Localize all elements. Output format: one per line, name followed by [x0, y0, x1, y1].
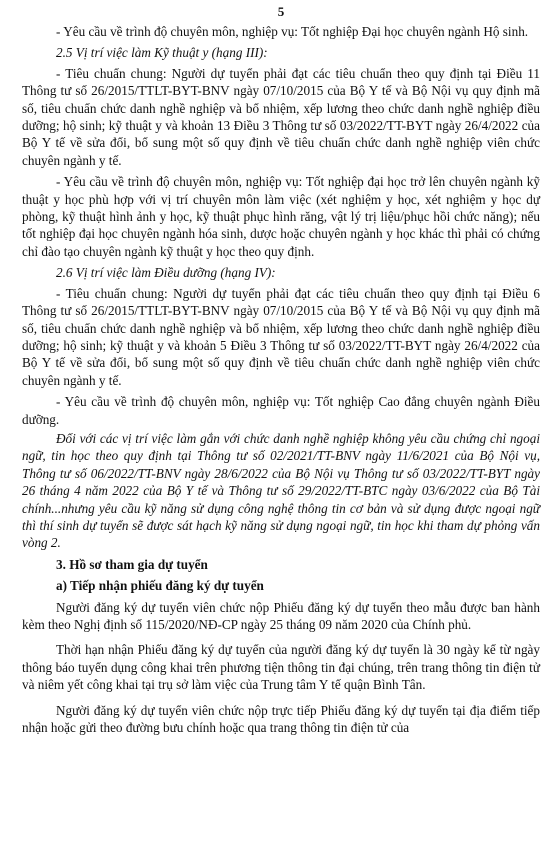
paragraph-medical-technician-qualification: - Yêu cầu về trình độ chuyên môn, nghiệp vụ: Tốt nghiệp đại học trở lên chuyên ngành kỹ thuật y học phù hợp với vị trí chuyên môn làm việc (xét nghiệm y học, xét nghiệm y học dự phòng, kỹ thuật hình ảnh y học, kỹ thuật phục hình răng, vật lý trị liệu/phục hồi chức năng); nếu tốt nghiệp đại học chuyên ngành hóa sinh, dược hoặc chuyên ngành y học khác thì phải có chứng chỉ đào tạo chuyên ngành kỹ thuật y học theo quy định.	[22, 174, 540, 259]
section-heading-2-6: 2.6 Vị trí việc làm Điều dưỡng (hạng IV):	[56, 265, 276, 281]
section-heading-3: 3. Hồ sơ tham gia dự tuyển	[56, 556, 208, 572]
paragraph-registration-form: Người đăng ký dự tuyển viên chức nộp Phiếu đăng ký dự tuyển theo mẫu được ban hành kèm theo Nghị định số 115/2020/NĐ-CP ngày 25 tháng 09 năm 2020 của Chính phủ.	[22, 599, 540, 632]
paragraph-nurse-qualification: - Yêu cầu về trình độ chuyên môn, nghiệp vụ: Tốt nghiệp Cao đẳng chuyên ngành Điều dưỡng.	[22, 394, 540, 427]
paragraph-medical-technician-general-standard: - Tiêu chuẩn chung: Người dự tuyển phải đạt các tiêu chuẩn theo quy định tại Điều 11 Thông tư số 26/2015/TTLT-BYT-BNV ngày 07/10/2015 của Bộ Y tế và Bộ Nội vụ quy định mã số, tiêu chuẩn chức danh nghề nghiệp và bổ nhiệm, xếp lương theo chức danh nghề nghiệp điều dưỡng; hộ sinh; kỹ thuật y và khoản 13 Điều 3 Thông tư số 03/2022/TT-BYT ngày 26/4/2022 của Bộ Y tế về sửa đổi, bổ sung một số quy định về tiêu chuẩn chức danh nghề nghiệp viên chức chuyên ngành y tế.	[22, 65, 540, 168]
paragraph-registration-deadline: Thời hạn nhận Phiếu đăng ký dự tuyển của người đăng ký dự tuyển là 30 ngày kể từ ngày thông báo tuyển dụng công khai trên phương tiện thông tin đại chúng, trên trang thông tin điện tử và niêm yết công khai tại trụ sở làm việc của Trung tâm Y tế quận Bình Tân.	[22, 642, 540, 693]
paragraph-midwife-qualification: - Yêu cầu về trình độ chuyên môn, nghiệp vụ: Tốt nghiệp Đại học chuyên ngành Hộ sinh.	[56, 24, 529, 39]
section-heading-2-5: 2.5 Vị trí việc làm Kỹ thuật y (hạng III):	[56, 45, 268, 61]
page-number: 5	[277, 4, 285, 19]
paragraph-nurse-general-standard: - Tiêu chuẩn chung: Người dự tuyển phải đạt các tiêu chuẩn theo quy định tại Điều 6 Thông tư số 26/2015/TTLT-BYT-BNV ngày 07/10/2015 của Bộ Y tế và Bộ Nội vụ quy định mã số, tiêu chuẩn chức danh nghề nghiệp và bổ nhiệm, xếp lương theo chức danh nghề nghiệp điều dưỡng; hộ sinh; kỹ thuật y và khoản 5 Điều 3 Thông tư số 03/2022/TT-BYT ngày 26/4/2022 của Bộ Y tế về sửa đổi, bổ sung một số quy định về tiêu chuẩn chức danh nghề nghiệp viên chức chuyên ngành y tế.	[22, 285, 540, 388]
subsection-heading-a: a) Tiếp nhận phiếu đăng ký dự tuyển	[56, 578, 264, 594]
note-language-it-skills: Đối với các vị trí việc làm gắn với chức danh nghề nghiệp không yêu cầu chứng chỉ ngoại ngữ, tin học theo quy định tại Thông tư số 02/2021/TT-BNV ngày 11/6/2021 của Bộ Nội vụ, Thông tư số 06/2022/TT-BNV ngày 28/6/2022 của Bộ Nội vụ Thông tư số 03/2022/TT-BYT ngày 26 tháng 4 năm 2022 của Bộ Y tế và Thông tư số 29/2022/TT-BTC ngày 03/6/2022 của Bộ Tài chính...nhưng yêu cầu kỹ năng sử dụng công nghệ thông tin cơ bản và sử dụng được ngoại ngữ thì thí sinh dự tuyển sẽ được sát hạch kỹ năng sử dụng ngoại ngữ, tin học khi tham dự phỏng vấn vòng 2.	[22, 430, 540, 551]
paragraph-submission-method: Người đăng ký dự tuyển viên chức nộp trực tiếp Phiếu đăng ký dự tuyển tại địa điểm tiếp nhận hoặc gửi theo đường bưu chính hoặc qua trang thông tin điện tử của	[22, 702, 540, 736]
